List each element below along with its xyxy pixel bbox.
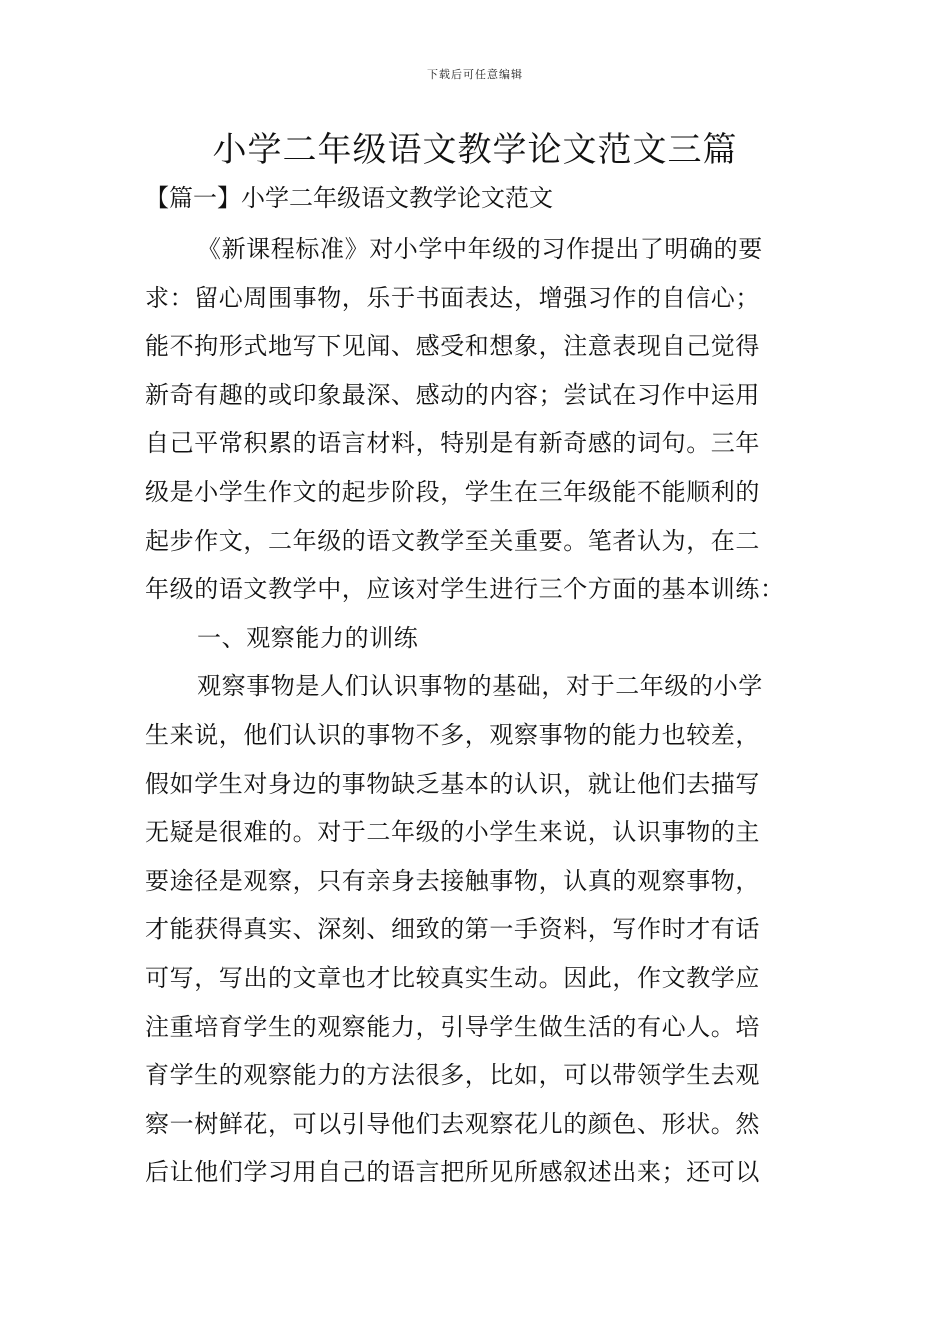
paragraph-line: 年级的语文教学中，应该对学生进行三个方面的基本训练： <box>145 575 785 604</box>
paragraph-line: 假如学生对身边的事物缺乏基本的认识，就让他们去描写 <box>145 769 760 798</box>
paragraph-line: 无疑是很难的。对于二年级的小学生来说，认识事物的主 <box>145 818 760 847</box>
paragraph-line: 起步作文，二年级的语文教学至关重要。笔者认为，在二 <box>145 526 760 555</box>
paragraph-line: 后让他们学习用自己的语言把所见所感叙述出来；还可以 <box>145 1158 760 1187</box>
paragraph-line: 《新课程标准》对小学中年级的习作提出了明确的要 <box>197 235 763 263</box>
paragraph-line: 求：留心周围事物，乐于书面表达，增强习作的自信心； <box>145 283 760 312</box>
paragraph-line: 级是小学生作文的起步阶段，学生在三年级能不能顺利的 <box>145 477 760 506</box>
header-note: 下载后可任意编辑 <box>427 68 523 81</box>
paragraph-line: 生来说，他们认识的事物不多，观察事物的能力也较差， <box>145 720 760 749</box>
paragraph-line: 能不拘形式地写下见闻、感受和想象，注意表现自己觉得 <box>145 332 760 361</box>
paragraph-line: 可写，写出的文章也才比较真实生动。因此，作文教学应 <box>145 963 760 992</box>
section-title: 【篇一】小学二年级语文教学论文范文 <box>145 184 553 212</box>
body-text <box>145 229 805 1201</box>
paragraph-line: 新奇有趣的或印象最深、感动的内容；尝试在习作中运用 <box>145 380 760 409</box>
paragraph-line: 自己平常积累的语言材料，特别是有新奇感的词句。三年 <box>145 429 760 458</box>
subheading-line: 一、观察能力的训练 <box>197 623 419 652</box>
paragraph-line: 才能获得真实、深刻、细致的第一手资料，写作时才有话 <box>145 915 760 944</box>
paragraph-line: 察一树鲜花，可以引导他们去观察花儿的颜色、形状。然 <box>145 1109 760 1138</box>
document-title: 小学二年级语文教学论文范文三篇 <box>212 130 738 170</box>
paragraph-line: 注重培育学生的观察能力，引导学生做生活的有心人。培 <box>145 1012 760 1041</box>
paragraph-line: 观察事物是人们认识事物的基础，对于二年级的小学 <box>197 672 763 701</box>
paragraph-line: 育学生的观察能力的方法很多，比如，可以带领学生去观 <box>145 1061 760 1090</box>
paragraph-line: 要途径是观察，只有亲身去接触事物，认真的观察事物， <box>145 866 760 895</box>
